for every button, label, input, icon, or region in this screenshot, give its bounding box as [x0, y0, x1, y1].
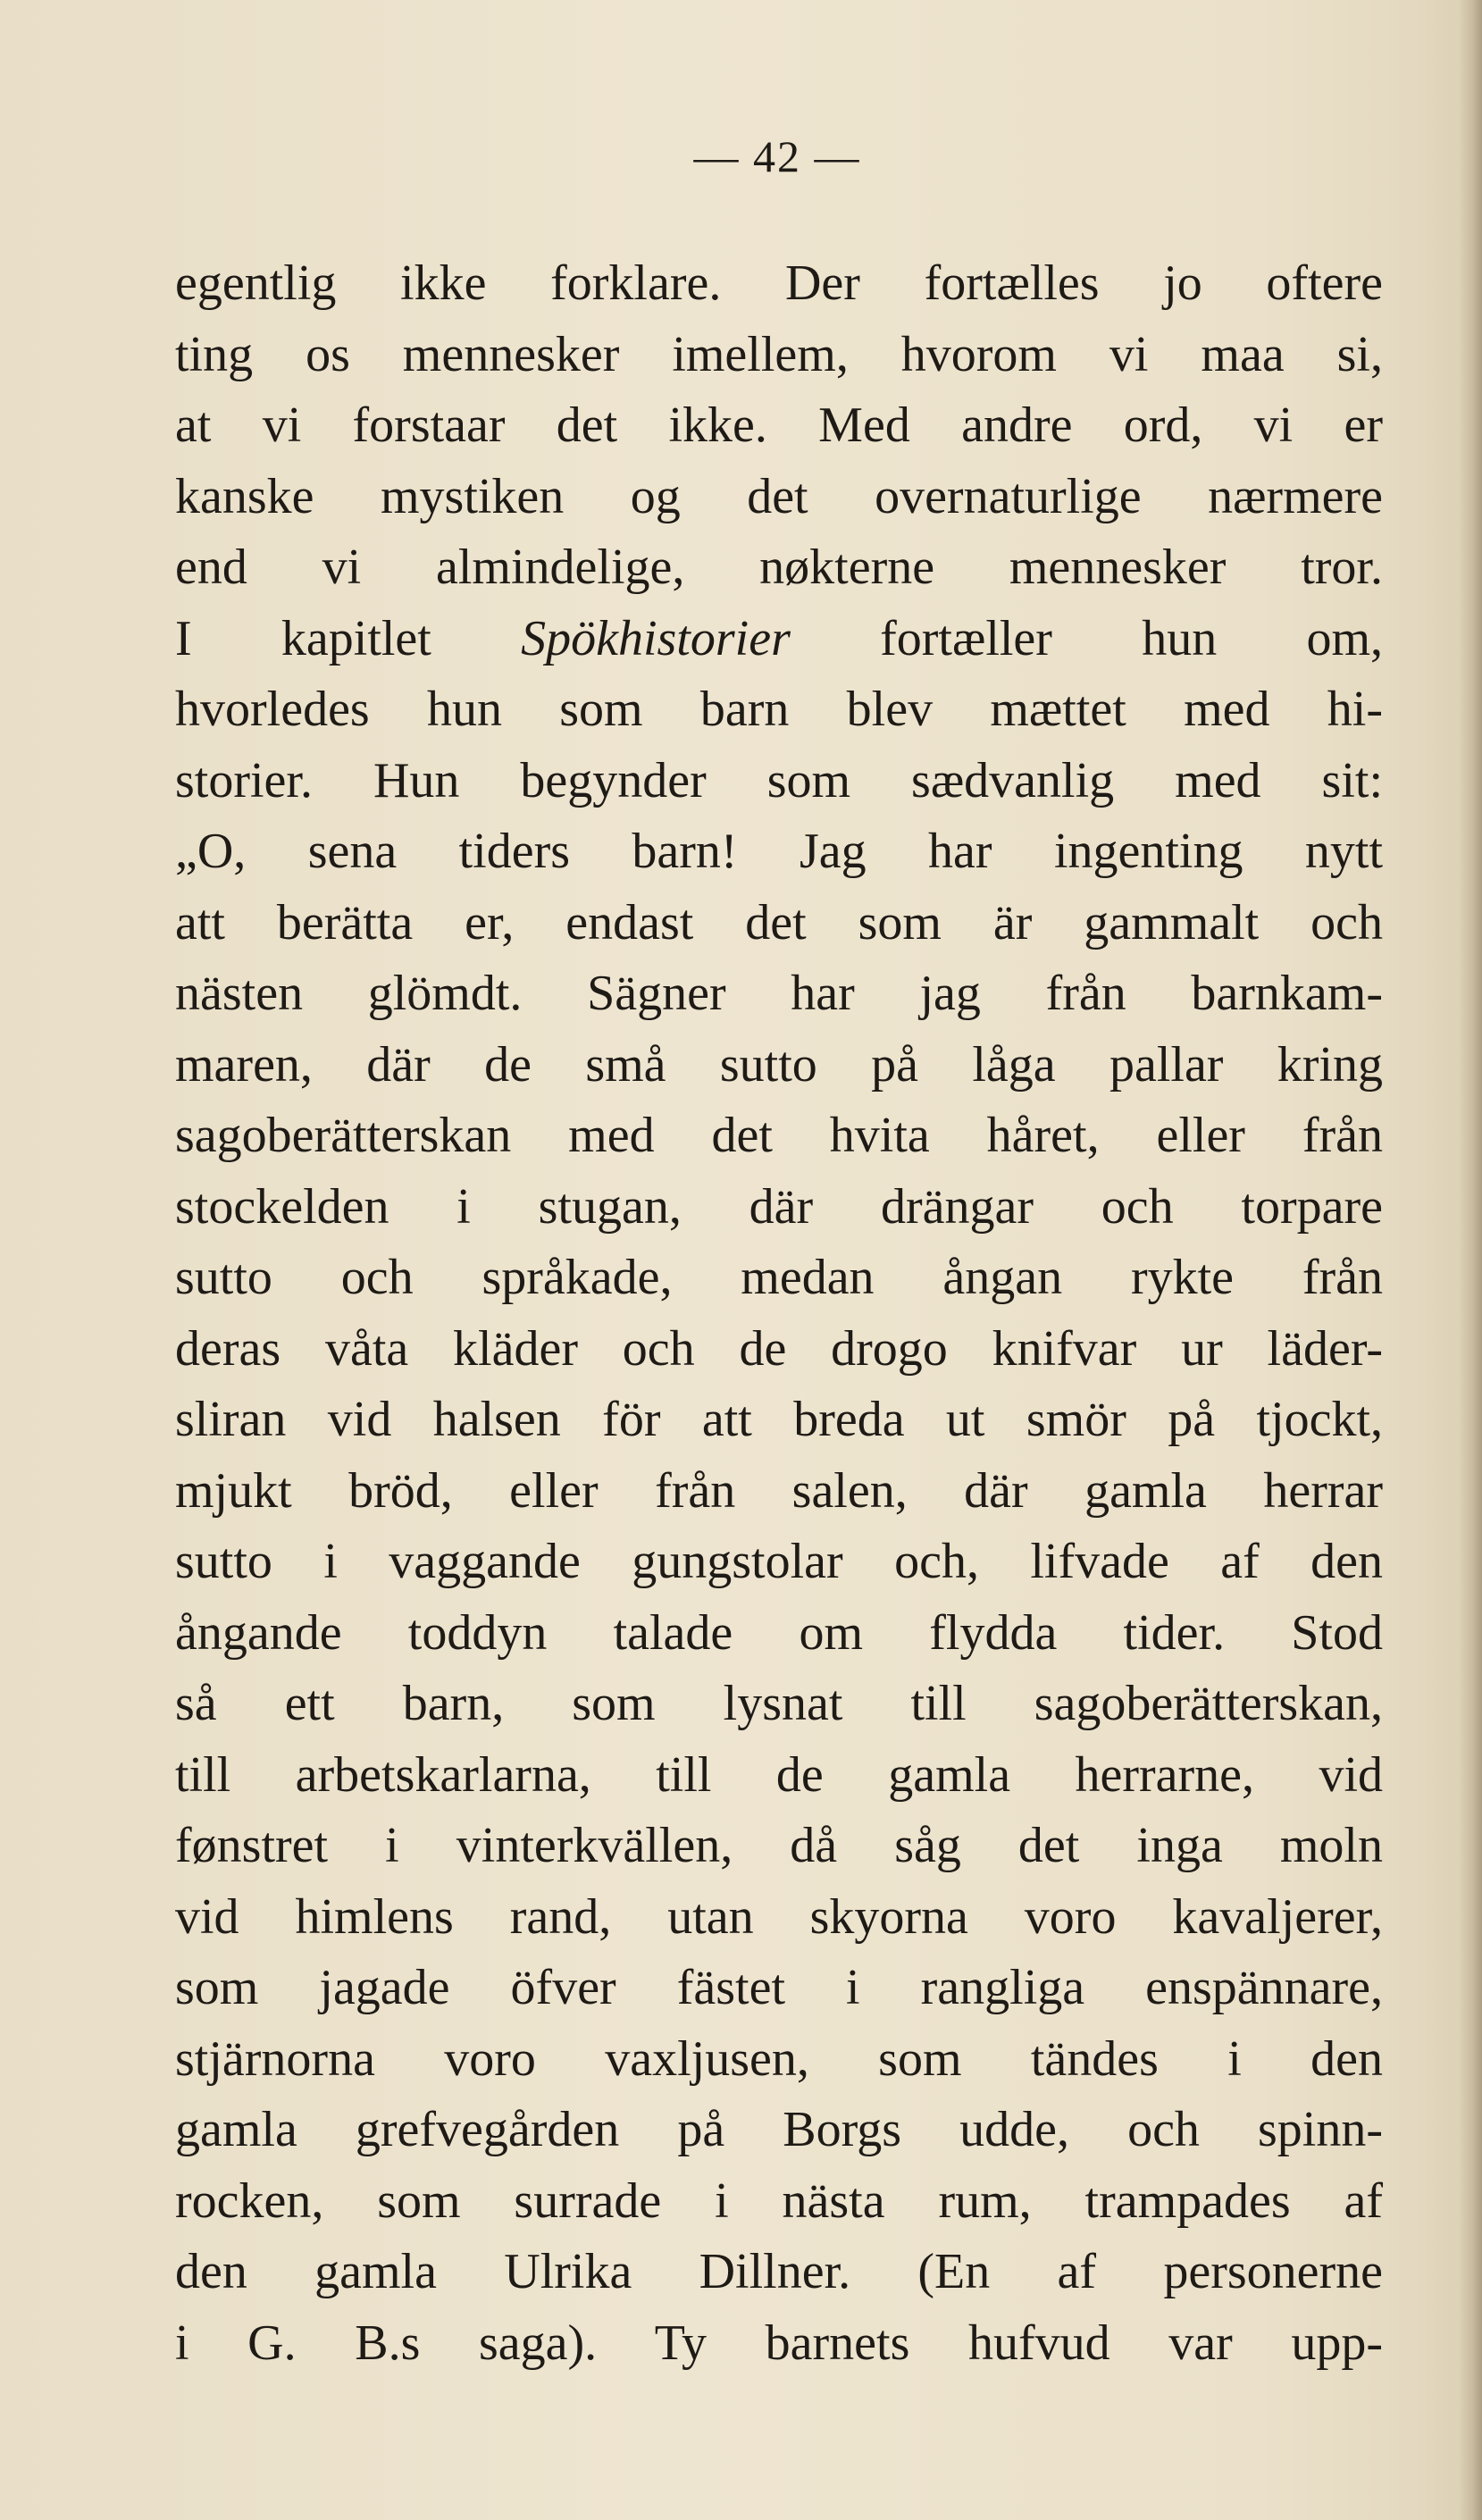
text-line: i G. B.s saga). Ty barnets hufvud var upp-	[175, 2315, 1383, 2371]
text-line: rocken, som surrade i nästa rum, trampades af	[175, 2173, 1383, 2229]
text-line: end vi almindelige, nøkterne mennesker tror.	[175, 540, 1383, 595]
page-number: — 42 —	[693, 131, 861, 181]
text-line: till arbetskarlarna, till de gamla herrarne, vid	[175, 1746, 1383, 1803]
text-line: sagoberätterskan med det hvita håret, eller från	[175, 1108, 1383, 1163]
text-line: sliran vid halsen för att breda ut smör på tjockt,	[175, 1392, 1383, 1447]
text-line: sutto i vaggande gungstolar och, lifvade af den	[175, 1534, 1383, 1589]
text-line: deras våta kläder och de drogo knifvar ur läder-	[175, 1320, 1383, 1377]
text-line: vid himlens rand, utan skyorna voro kavaljerer,	[175, 1888, 1383, 1945]
text-line: sutto och språkade, medan ångan rykte från	[175, 1250, 1383, 1305]
text-line: nästen glömdt. Sägner har jag från barnkam-	[175, 966, 1383, 1021]
text-line: så ett barn, som lysnat till sagoberätterskan,	[175, 1676, 1383, 1731]
text-line: den gamla Ulrika Dillner. (En af personerne	[175, 2244, 1383, 2299]
chapter-title: Spökhistorier	[521, 610, 791, 666]
page-edge-shadow	[1459, 0, 1482, 2520]
body-text	[175, 248, 1383, 2379]
text-segment: fortæller hun om,	[790, 610, 1383, 666]
text-line: att berätta er, endast det som är gammalt och	[175, 894, 1383, 950]
text-line: stockelden i stugan, där drängar och torpare	[175, 1178, 1383, 1235]
text-line: stjärnorna voro vaxljusen, som tändes i den	[175, 2030, 1383, 2087]
text-line: at vi forstaar det ikke. Med andre ord, vi er	[175, 398, 1383, 453]
text-line: kanske mystiken og det overnaturlige nærmere	[175, 468, 1383, 524]
text-segment: I kapitlet	[175, 610, 522, 666]
text-line: gamla grefvegården på Borgs udde, och spinn-	[175, 2102, 1383, 2157]
text-line: storier. Hun begynder som sædvanlig med sit:	[175, 752, 1383, 808]
text-line: som jagade öfver fästet i rangliga enspännare,	[175, 1960, 1383, 2015]
text-line-with-title	[175, 604, 1383, 675]
text-line: egentlig ikke forklare. Der fortælles jo oftere	[175, 255, 1383, 311]
text-line: „O, sena tiders barn! Jag har ingenting nytt	[175, 824, 1383, 879]
text-line: fønstret i vinterkvällen, då såg det inga moln	[175, 1818, 1383, 1873]
text-line: ångande toddyn talade om flydda tider. Stod	[175, 1604, 1383, 1661]
text-line: mjukt bröd, eller från salen, där gamla herrar	[175, 1462, 1383, 1519]
text-line: maren, där de små sutto på låga pallar kring	[175, 1036, 1383, 1093]
text-line: hvorledes hun som barn blev mættet med hi-	[175, 682, 1383, 737]
text-line: ting os mennesker imellem, hvorom vi maa si,	[175, 326, 1383, 382]
